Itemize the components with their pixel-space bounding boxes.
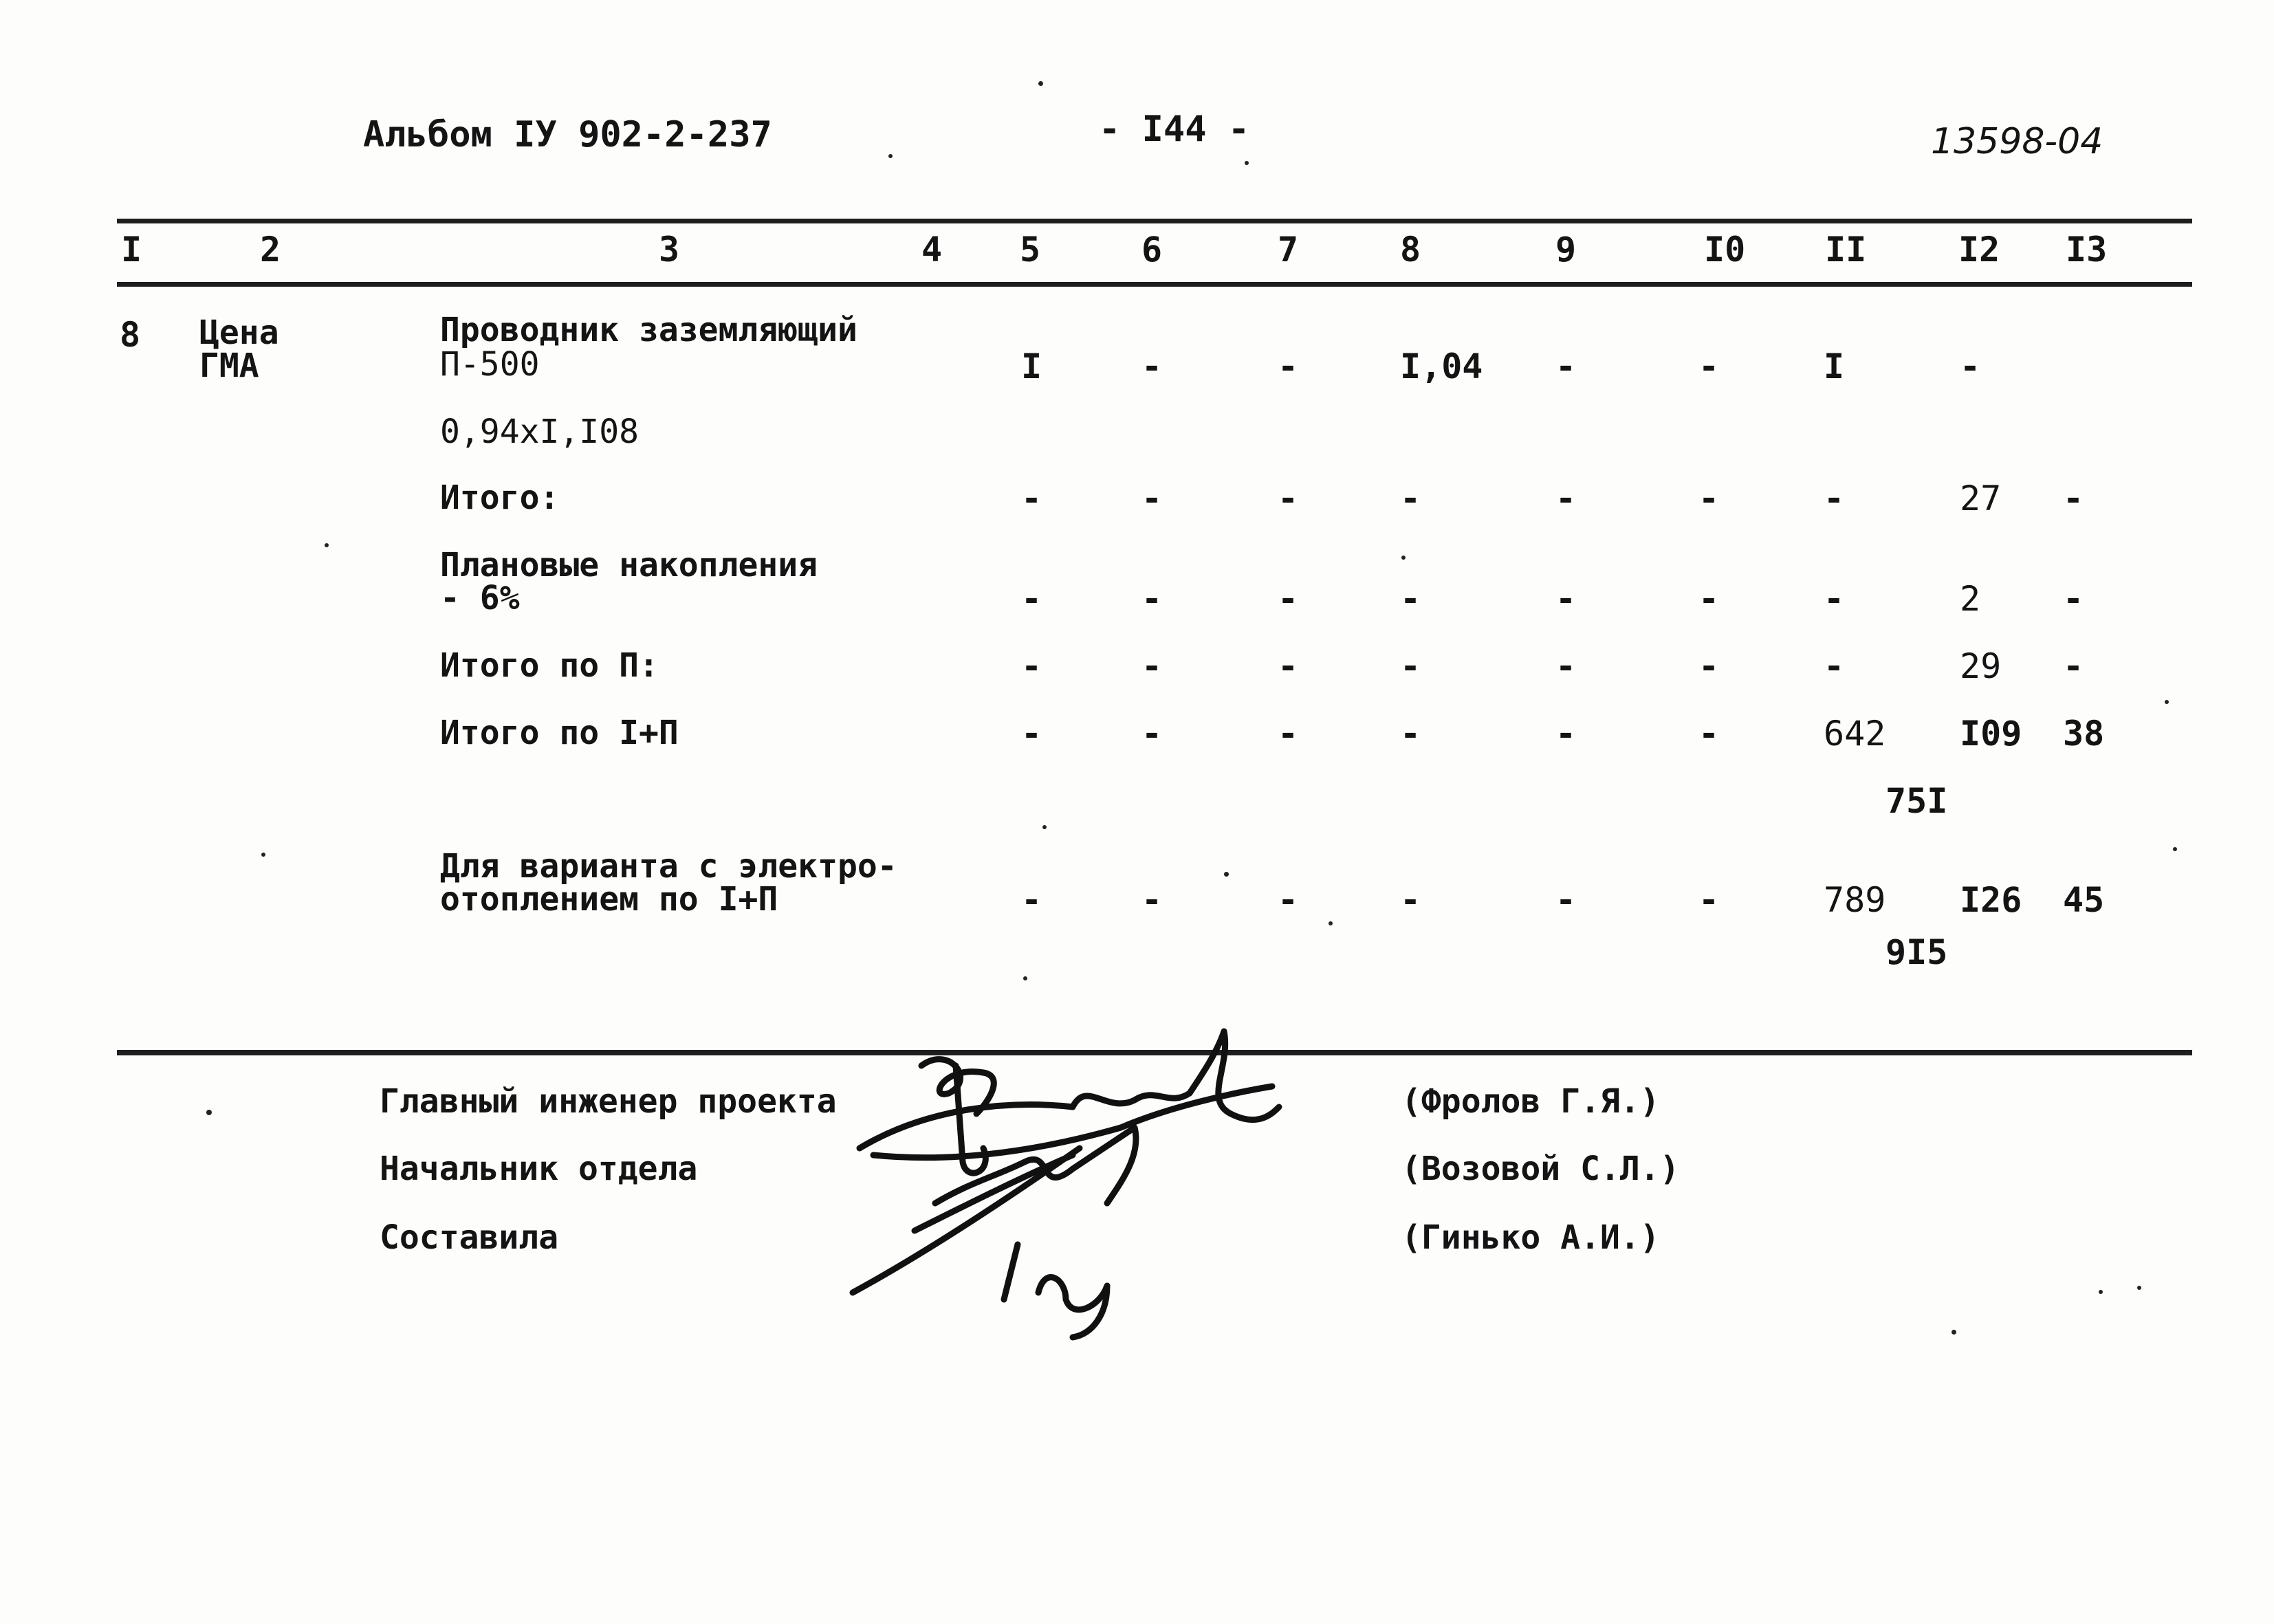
cell-col5: - xyxy=(1021,479,1042,518)
cell-col8: - xyxy=(1400,579,1421,619)
cell-col5: - xyxy=(1021,880,1042,920)
cell-col11: - xyxy=(1824,646,1845,686)
cell-col12: - xyxy=(1960,347,1981,386)
cell-col12: 2 xyxy=(1960,579,1981,619)
item-description: П-500 xyxy=(440,345,540,384)
cell-col10: - xyxy=(1698,646,1720,686)
item-description: - 6% xyxy=(440,579,520,617)
cell-col13: - xyxy=(2063,579,2084,619)
cell-col11: - xyxy=(1824,579,1845,619)
cell-col7: - xyxy=(1278,579,1299,619)
scan-speck xyxy=(1329,921,1333,925)
scan-speck xyxy=(206,1110,212,1115)
cell-col13: 45 xyxy=(2063,880,2105,920)
scan-speck xyxy=(2165,700,2169,704)
cell-col6: - xyxy=(1141,714,1163,754)
cell-col7: - xyxy=(1278,714,1299,754)
scan-speck xyxy=(1038,81,1043,86)
scan-speck xyxy=(261,853,265,857)
signature-role: Главный инженер проекта xyxy=(380,1082,837,1121)
cell-col12: I09 xyxy=(1960,714,2022,754)
cell-col11: - xyxy=(1824,479,1845,518)
cell-col9: - xyxy=(1555,347,1577,386)
scan-speck xyxy=(1042,825,1047,829)
column-number: 3 xyxy=(659,230,680,270)
scan-speck xyxy=(1245,161,1249,165)
cell-col9: - xyxy=(1555,479,1577,518)
column-number: I3 xyxy=(2066,230,2108,270)
cell-col10: - xyxy=(1698,880,1720,920)
signature-role: Составила xyxy=(380,1218,559,1257)
scan-speck xyxy=(1401,556,1406,560)
cell-col11: 642 xyxy=(1824,714,1886,754)
cell-col11: 789 xyxy=(1824,880,1886,920)
cell-subtotal: 75I xyxy=(1885,781,1948,821)
signature-role: Начальник отдела xyxy=(380,1150,698,1188)
column-number: 8 xyxy=(1400,230,1421,270)
cell-col7: - xyxy=(1278,347,1299,386)
row-name: Цена xyxy=(199,314,279,352)
cell-col8: I,04 xyxy=(1400,347,1483,386)
row-number: 8 xyxy=(120,315,141,355)
item-description: отоплением по I+П xyxy=(440,880,778,919)
cell-col8: - xyxy=(1400,880,1421,920)
cell-col9: - xyxy=(1555,646,1577,686)
item-calculation: 0,94xI,I08 xyxy=(440,413,639,451)
column-number: I0 xyxy=(1704,230,1746,270)
cell-col5: I xyxy=(1021,347,1042,386)
cell-col7: - xyxy=(1278,479,1299,518)
cell-col9: - xyxy=(1555,880,1577,920)
scan-speck xyxy=(2099,1290,2103,1294)
column-number: 2 xyxy=(260,230,281,270)
cell-col6: - xyxy=(1141,347,1163,386)
cell-col13: - xyxy=(2063,646,2084,686)
cell-col6: - xyxy=(1141,646,1163,686)
scan-speck xyxy=(1023,976,1027,980)
cell-col12: 27 xyxy=(1960,479,2002,518)
cell-col10: - xyxy=(1698,579,1720,619)
scan-speck xyxy=(2137,1286,2141,1290)
cell-col11: I xyxy=(1824,347,1845,386)
cell-col5: - xyxy=(1021,646,1042,686)
cell-col6: - xyxy=(1141,880,1163,920)
item-description: Для варианта с электро- xyxy=(440,847,897,886)
cell-col7: - xyxy=(1278,646,1299,686)
handwritten-signatures xyxy=(846,1024,1286,1348)
cell-col9: - xyxy=(1555,579,1577,619)
cell-col5: - xyxy=(1021,579,1042,619)
signature-name: (Возовой С.Л.) xyxy=(1401,1150,1680,1188)
signature-name: (Фролов Г.Я.) xyxy=(1401,1082,1660,1121)
cell-col6: - xyxy=(1141,579,1163,619)
cell-col10: - xyxy=(1698,714,1720,754)
scan-speck xyxy=(2173,847,2177,851)
cell-col13: - xyxy=(2063,479,2084,518)
cell-col8: - xyxy=(1400,646,1421,686)
document-number: 13598-04 xyxy=(1931,121,2103,162)
scan-speck xyxy=(325,543,329,547)
table-top-rule xyxy=(117,219,2192,223)
signature-name: (Гинько А.И.) xyxy=(1401,1218,1660,1257)
scan-speck xyxy=(1224,872,1229,877)
item-description: Итого по I+П xyxy=(440,714,679,752)
table-header-rule xyxy=(117,282,2192,287)
column-number: 5 xyxy=(1020,230,1041,270)
cell-subtotal: 9I5 xyxy=(1885,932,1948,972)
column-number: II xyxy=(1825,230,1867,270)
item-description: Проводник заземляющий xyxy=(440,311,857,349)
scan-speck xyxy=(888,154,893,158)
item-description: Итого по П: xyxy=(440,646,659,685)
column-number: 6 xyxy=(1141,230,1163,270)
cell-col12: I26 xyxy=(1960,880,2022,920)
cell-col13: 38 xyxy=(2063,714,2105,754)
column-number: 7 xyxy=(1278,230,1299,270)
scan-speck xyxy=(1952,1330,1956,1335)
cell-col6: - xyxy=(1141,479,1163,518)
column-number: I2 xyxy=(1958,230,2000,270)
column-number: I xyxy=(121,230,142,270)
cell-col7: - xyxy=(1278,880,1299,920)
page-number: - I44 - xyxy=(1099,109,1250,150)
cell-col10: - xyxy=(1698,479,1720,518)
column-number: 4 xyxy=(921,230,943,270)
cell-col9: - xyxy=(1555,714,1577,754)
cell-col5: - xyxy=(1021,714,1042,754)
column-number: 9 xyxy=(1555,230,1577,270)
cell-col8: - xyxy=(1400,479,1421,518)
cell-col8: - xyxy=(1400,714,1421,754)
item-description: Итого: xyxy=(440,479,560,517)
item-description: Плановые накопления xyxy=(440,546,818,584)
cell-col12: 29 xyxy=(1960,646,2002,686)
cell-col10: - xyxy=(1698,347,1720,386)
row-name: ГМА xyxy=(199,347,259,385)
album-title: Альбом IУ 902-2-237 xyxy=(363,114,772,155)
